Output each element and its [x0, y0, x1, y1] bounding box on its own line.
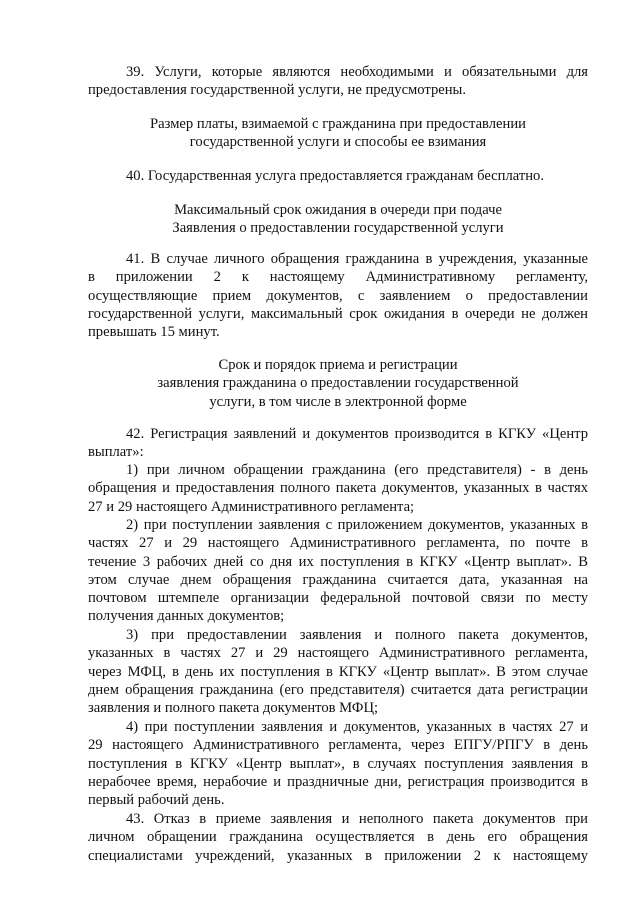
- paragraph-line: осуществляющие прием документов, с заявлением о предоставлении: [88, 287, 588, 304]
- paragraph-line: получения данных документов;: [88, 608, 285, 625]
- paragraph-line: частях 27 и 29 настоящего Административного регламента, по почте в: [88, 535, 588, 552]
- paragraph-line: предоставления государственной услуги, не предусмотрены.: [88, 82, 466, 99]
- paragraph-line: 3) при предоставлении заявления и полного пакета документов,: [126, 627, 588, 643]
- paragraph-line: нерабочее время, нерабочие и праздничные дни, регистрация производится в: [88, 773, 588, 790]
- paragraph-line: 42. Регистрация заявлений и документов производится в КГКУ «Центр: [126, 426, 588, 442]
- heading-line: заявления гражданина о предоставлении государственной: [157, 375, 519, 392]
- list-item-3: [88, 626, 588, 717]
- heading-line: государственной услуги и способы ее взимания: [189, 134, 487, 151]
- paragraph-41: [88, 250, 588, 341]
- paragraph-line: 27 и 29 настоящего Административного регламента;: [88, 498, 415, 515]
- heading-line: Максимальный срок ожидания в очереди при подаче: [174, 202, 502, 218]
- paragraph-line: днем обращения гражданина (его представителя) считается дата регистрации: [88, 681, 588, 698]
- paragraph-line: обращения и предоставления полного пакета документов, указанных в частях: [88, 480, 588, 497]
- paragraph-line: 2) при поступлении заявления с приложением документов, указанных в: [126, 517, 588, 533]
- paragraph-line: почтовом штемпеле организации федеральной почтовой связи по месту: [88, 590, 588, 607]
- paragraph-line: 39. Услуги, которые являются необходимыми и обязательными для: [126, 64, 588, 80]
- paragraph-line: личном обращении гражданина осуществляется в день его обращения: [88, 829, 588, 846]
- paragraph-line: 43. Отказ в приеме заявления и неполного пакета документов при: [126, 811, 588, 827]
- list-item-2: [88, 516, 588, 626]
- paragraph-line: выплат»:: [88, 444, 144, 461]
- heading-line: Заявления о предоставлении государственной услуги: [172, 220, 504, 237]
- heading-line: Размер платы, взимаемой с гражданина при предоставлении: [150, 116, 526, 132]
- paragraph-43: [88, 810, 588, 865]
- paragraph-42: [88, 425, 588, 462]
- list-item-4: [88, 718, 588, 809]
- paragraph-line: поступления в КГКУ «Центр выплат», в случаях поступления заявления в: [88, 755, 588, 772]
- paragraph-line: государственной услуги, максимальный срок ожидания в очереди не должен: [88, 305, 588, 322]
- section-heading-registration: [88, 356, 588, 411]
- section-heading-wait: [88, 201, 588, 238]
- paragraph-39: [88, 63, 588, 100]
- section-heading-fee: [88, 115, 588, 152]
- paragraph-line: 1) при личном обращении гражданина (его представителя) - в день: [126, 462, 588, 478]
- paragraph-line: превышать 15 минут.: [88, 324, 220, 341]
- paragraph-40: [88, 167, 588, 185]
- paragraph-line: 41. В случае личного обращения гражданина в учреждения, указанные: [126, 251, 588, 267]
- heading-line: Срок и порядок приема и регистрации: [218, 357, 458, 373]
- paragraph-line: 40. Государственная услуга предоставляется гражданам бесплатно.: [126, 168, 544, 184]
- paragraph-line: через МФЦ, в день их поступления в КГКУ «Центр выплат». В этом случае: [88, 663, 588, 680]
- paragraph-line: специалистами учреждений, указанных в приложении 2 к настоящему: [88, 847, 588, 864]
- paragraph-line: в приложении 2 к настоящему Административному регламенту,: [88, 269, 588, 286]
- paragraph-line: 4) при поступлении заявления и документов, указанных в частях 27 и: [126, 719, 588, 735]
- paragraph-line: течение 3 рабочих дней со дня их поступления в КГКУ «Центр выплат». В: [88, 553, 588, 570]
- paragraph-line: этом случае днем обращения гражданина считается дата, указанная на: [88, 571, 588, 588]
- paragraph-line: указанных в частях 27 и 29 настоящего Административного регламента,: [88, 645, 588, 662]
- paragraph-line: первый рабочий день.: [88, 792, 225, 809]
- paragraph-line: 29 настоящего Административного регламента, через ЕПГУ/РПГУ в день: [88, 737, 588, 754]
- list-item-1: [88, 461, 588, 516]
- heading-line: услуги, в том числе в электронной форме: [209, 393, 467, 410]
- paragraph-line: заявления и полного пакета документов МФЦ;: [88, 700, 379, 717]
